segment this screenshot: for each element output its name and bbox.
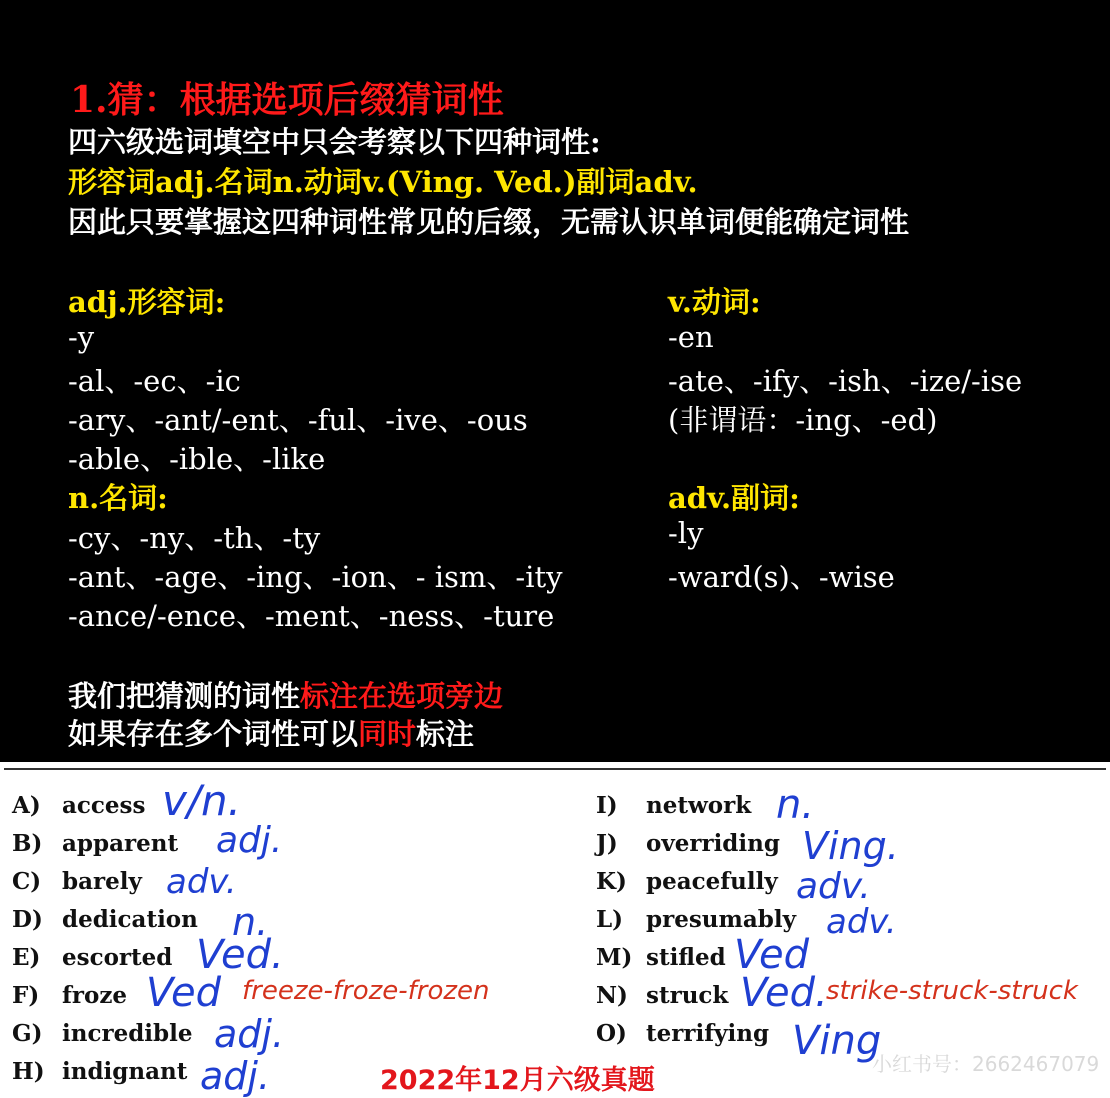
option-item: H) indignant: [12, 1058, 188, 1085]
handwritten-note: n.: [232, 900, 269, 944]
option-item: D) dedication: [12, 906, 198, 933]
verb-suffix-line: (非谓语：-ing、-ed): [668, 403, 938, 437]
note-2-highlight: 同时: [358, 717, 417, 751]
intro-line-1: 四六级选词填空中只会考察以下四种词性:: [68, 125, 601, 159]
intro-line-2: 形容词adj.名词n.动词v.(Ving. Ved.)副词adv.: [68, 165, 698, 199]
verb-suffix-line: -ate、-ify、-ish、-ize/-ise: [668, 364, 1023, 398]
panel-divider: [4, 768, 1106, 770]
adj-heading: adj.形容词:: [68, 285, 226, 319]
handwritten-verb-forms: freeze-froze-frozen: [242, 976, 490, 1006]
note-2-text: 如果存在多个词性可以: [68, 717, 359, 751]
option-item: E) escorted: [12, 944, 173, 971]
handwritten-note: Ved.: [196, 932, 284, 978]
option-item: J) overriding: [596, 830, 780, 857]
adj-suffix-line: -al、-ec、-ic: [68, 364, 241, 398]
intro-line-3: 因此只要掌握这四种词性常见的后缀，无需认识单词便能确定词性: [68, 205, 910, 239]
handwritten-note: Ved.: [740, 970, 828, 1016]
handwritten-note: adv.: [166, 862, 237, 902]
handwritten-note: Ving.: [802, 824, 899, 868]
handwritten-note: Ving: [792, 1018, 882, 1064]
adj-suffix-line: -y: [68, 320, 95, 354]
handwritten-note: adj.: [214, 1012, 285, 1056]
verb-suffix-line: -en: [668, 320, 714, 354]
option-item: K) peacefully: [596, 868, 778, 895]
option-item: M) stifled: [596, 944, 726, 971]
note-line-1: [68, 674, 503, 715]
option-item: G) incredible: [12, 1020, 193, 1047]
handwritten-note: n.: [776, 782, 815, 828]
handwritten-verb-forms: strike-struck-struck: [826, 976, 1078, 1006]
adv-suffix-line: -ward(s)、-wise: [668, 560, 895, 594]
handwritten-note: v/n.: [162, 776, 241, 825]
option-item: I) network: [596, 792, 752, 819]
option-item: O) terrifying: [596, 1020, 770, 1047]
slide-title: 1.猜：根据选项后缀猜词性: [70, 79, 504, 121]
note-1-highlight: 标注在选项旁边: [300, 679, 504, 713]
adv-suffix-line: -ly: [668, 516, 704, 550]
option-item: B) apparent: [12, 830, 179, 857]
adj-suffix-line: -ary、-ant/-ent、-ful、-ive、-ous: [68, 403, 528, 437]
note-line-2: [68, 712, 474, 753]
option-item: L) presumably: [596, 906, 796, 933]
note-2-text-end: 标注: [416, 717, 475, 751]
option-item: N) struck: [596, 982, 729, 1009]
verb-heading: v.动词:: [668, 285, 761, 319]
note-1-text: 我们把猜测的词性: [68, 679, 301, 713]
noun-heading: n.名词:: [68, 481, 168, 515]
watermark: 小红书号：2662467079: [872, 1052, 1100, 1076]
handwritten-note: adv.: [796, 866, 871, 907]
noun-suffix-line: -cy、-ny、-th、-ty: [68, 521, 321, 555]
handwritten-note: adv.: [826, 902, 897, 942]
option-item: C) barely: [12, 868, 142, 895]
option-item: A) access: [12, 792, 146, 819]
footer-caption: 2022年12月六级真题: [380, 1065, 655, 1096]
handwritten-note: adj.: [216, 820, 283, 861]
option-item: F) froze: [12, 982, 128, 1009]
options-panel: [0, 762, 1110, 1098]
noun-suffix-line: -ance/-ence、-ment、-ness、-ture: [68, 599, 555, 633]
handwritten-note: adj.: [200, 1054, 271, 1098]
handwritten-note: Ved: [734, 932, 810, 978]
adv-heading: adv.副词:: [668, 481, 800, 515]
adj-suffix-line: -able、-ible、-like: [68, 442, 326, 476]
noun-suffix-line: -ant、-age、-ing、-ion、- ism、-ity: [68, 560, 563, 594]
handwritten-note: Ved: [146, 970, 222, 1016]
